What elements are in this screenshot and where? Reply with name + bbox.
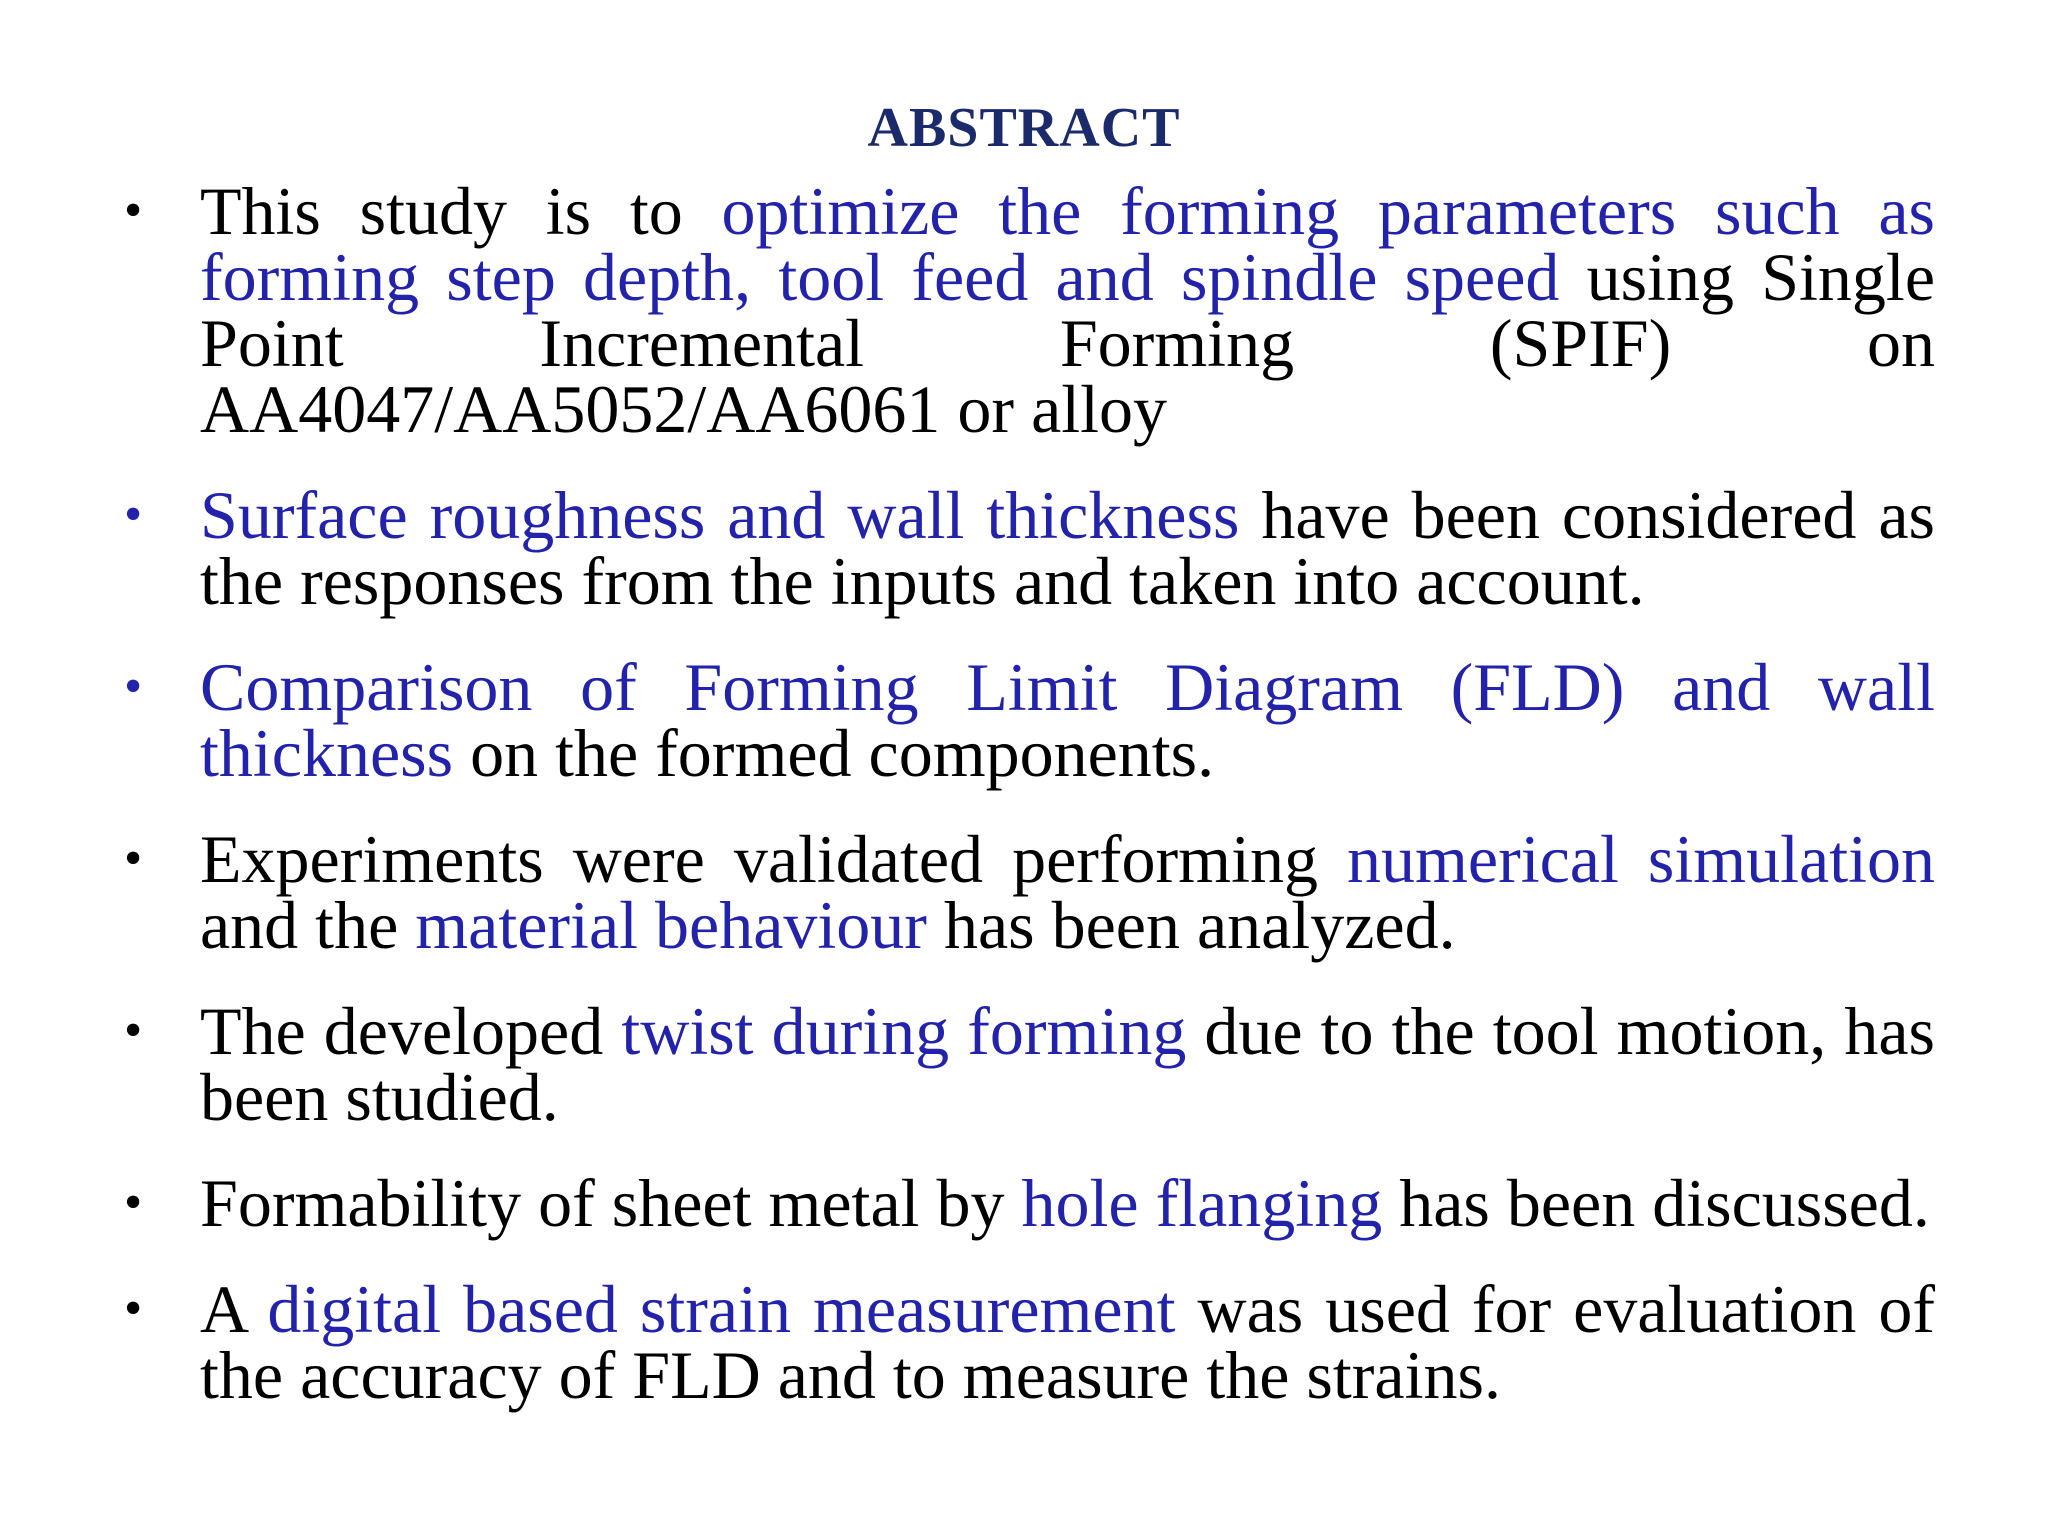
bullet-text xyxy=(200,993,1935,1135)
bullet-item xyxy=(124,821,1935,963)
bullet-dot-icon: • xyxy=(124,830,143,887)
highlighted-phrase: digital based strain measurement xyxy=(267,1271,1176,1347)
bullet-segment: has been discussed. xyxy=(1382,1165,1930,1241)
bullet-segment: using Single Point Incremental Forming (SPIF) on AA4047/AA5052/AA6061 or alloy xyxy=(200,239,1936,447)
bullet-dot-icon: • xyxy=(124,1174,143,1231)
bullet-text xyxy=(200,821,1935,963)
bullet-list xyxy=(124,173,1936,1448)
bullet-item xyxy=(124,649,1935,791)
bullet-dot-icon: • xyxy=(124,182,143,239)
highlighted-phrase: Comparison of Forming Limit Diagram (FLD) and wall thickness xyxy=(200,649,1935,791)
bullet-item xyxy=(124,1165,1935,1241)
bullet-segment: Formability of sheet metal by xyxy=(200,1165,1022,1241)
bullet-segment: A xyxy=(200,1271,268,1347)
bullet-segment: on the formed components. xyxy=(453,715,1215,791)
bullet-segment: This study is to xyxy=(200,173,722,249)
bullet-segment: Experiments were validated performing xyxy=(200,821,1347,897)
bullet-segment: and the xyxy=(200,887,416,963)
bullet-text xyxy=(200,649,1935,791)
highlighted-phrase: numerical simulation xyxy=(1347,821,1935,897)
bullet-dot-icon: • xyxy=(124,1280,143,1337)
bullet-text xyxy=(200,477,1935,619)
bullet-segment: The developed xyxy=(200,993,622,1069)
bullet-dot-icon: • xyxy=(124,486,143,543)
highlighted-phrase: material behaviour xyxy=(415,887,927,963)
bullet-segment: has been analyzed. xyxy=(926,887,1456,963)
highlighted-phrase: hole flanging xyxy=(1021,1165,1383,1241)
bullet-item xyxy=(124,173,1936,447)
bullet-dot-icon: • xyxy=(124,1002,143,1059)
bullet-text xyxy=(200,1165,1930,1241)
highlighted-phrase: optimize the forming parameters such as forming step depth, tool feed and spindle speed xyxy=(200,173,1935,315)
highlighted-phrase: twist during forming xyxy=(621,993,1187,1069)
bullet-segment: have been considered as the responses from the inputs and taken into account. xyxy=(200,477,1935,619)
bullet-item xyxy=(124,1271,1936,1413)
highlighted-phrase: Surface roughness and wall thickness xyxy=(200,477,1240,553)
bullet-text xyxy=(200,1271,1935,1413)
bullet-text xyxy=(200,173,1935,447)
page-title: ABSTRACT xyxy=(867,97,1181,159)
bullet-dot-icon: • xyxy=(124,658,143,715)
bullet-segment: was used for evaluation of the accuracy of FLD and to measure the strains. xyxy=(200,1271,1936,1413)
bullet-segment: due to the tool motion, has been studied. xyxy=(200,993,1936,1135)
bullet-item xyxy=(124,477,1935,619)
bullet-item xyxy=(124,993,1936,1135)
